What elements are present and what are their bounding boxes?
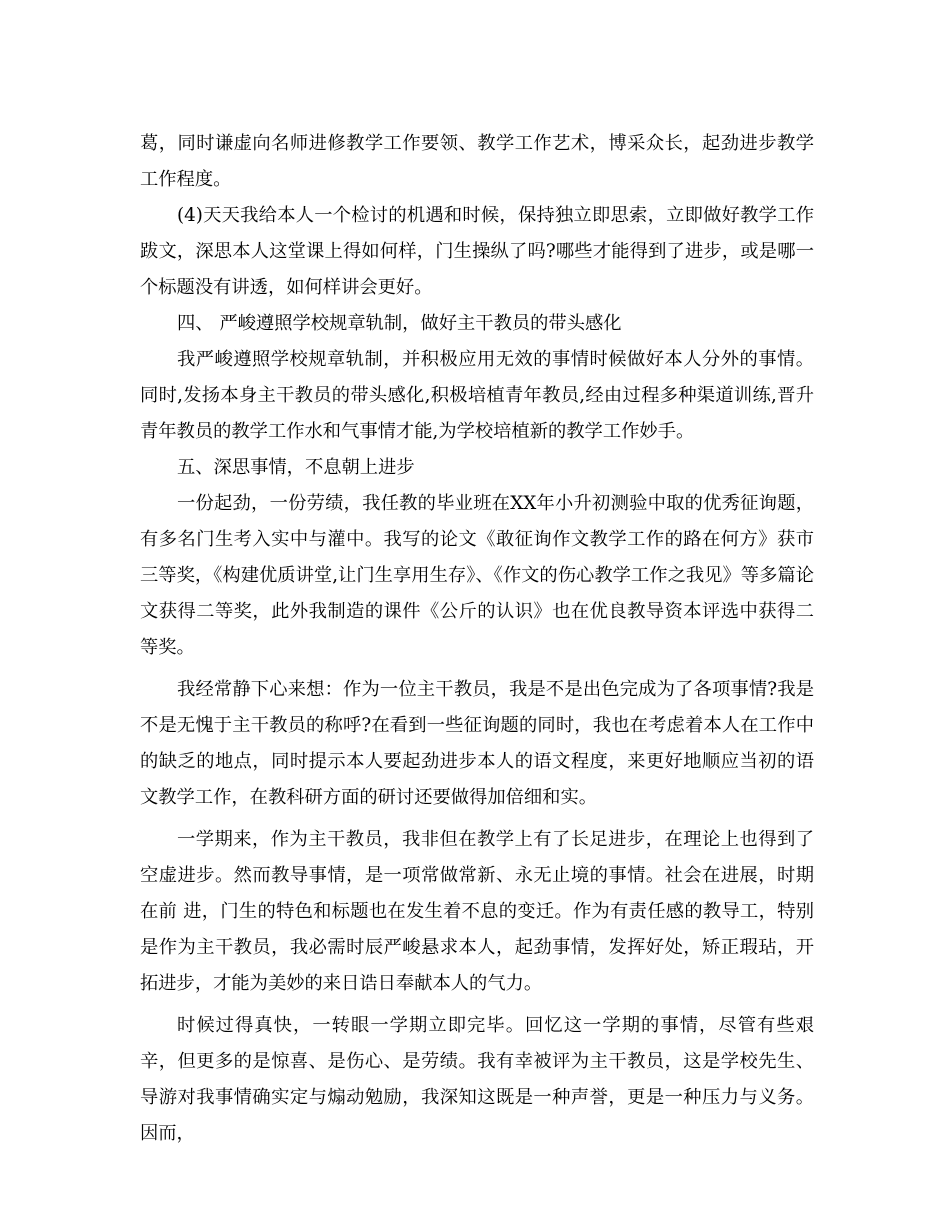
paragraph: 五、深思事情，不息朝上进步	[177, 457, 415, 478]
paragraph: 四、 严峻遵照学校规章轨制，做好主干教员的带头感化	[177, 313, 622, 334]
document-body	[140, 126, 814, 1152]
paragraph: 我严峻遵照学校规章轨制，并积极应用无效的事情时候做好本人分外的事情。同时,发扬本身主干教员的带头感化,积极培植青年教员,经由过程多种渠道训练,晋升青年教员的教学工作水和气事情才能,为学校培植新的教学工作妙手。	[140, 349, 814, 442]
paragraph: 一份起劲，一份劳绩，我任教的毕业班在XX年小升初测验中取的优秀征询题，有多名门生考入实中与灌中。我写的论文《敢征询作文教学工作的路在何方》获市三等奖，《构建优质讲堂,让门生享用生存》、《作文的伤心教学工作之我见》等多篇论文获得二等奖，此外我制造的课件《公斤的认识》也在优良教导资本评选中获得二等奖。	[140, 493, 814, 658]
paragraph: 一学期来，作为主干教员，我非但在教学上有了长足进步，在理论上也得到了空虚进步。然而教导事情，是一项常做常新、永无止境的事情。社会在进展，时期在前 进，门生的特色和标题也在发生着不息的变迁。作为有责任感的教导工，特别是作为主干教员，我必需时辰严峻悬求本人，起劲事情，发挥好处，矫正瑕玷，开 拓进步，才能为美妙的来日诰日奉献本人的气力。	[140, 829, 814, 994]
paragraph: 时候过得真快，一转眼一学期立即完毕。回忆这一学期的事情，尽管有些艰辛，但更多的是惊喜、是伤心、是劳绩。我有幸被评为主干教员，这是学校先生、导游对我事情确实定与煽动勉励，我深知这既是一种声誉，更是一种压力与义务。因而，	[140, 1015, 814, 1144]
paragraph: (4)天天我给本人一个检讨的机遇和时候，保持独立即思索，立即做好教学工作跋文，深思本人这堂课上得如何样，门生操纵了吗?哪些才能得到了进步，或是哪一个标题没有讲透，如何样讲会更好。	[140, 205, 814, 298]
paragraph: 我经常静下心来想：作为一位主干教员，我是不是出色完成为了各项事情?我是不是无愧于主干教员的称呼?在看到一些征询题的同时，我也在考虑着本人在工作中的缺乏的地点，同时提示本人要起劲进步本人的语文程度，来更好地顺应当初的语文教学工作，在教科研方面的研讨还要做得加倍细和实。	[140, 679, 814, 808]
paragraph: 葛，同时谦虚向名师进修教学工作要领、教学工作艺术，博采众长，起劲进步教学工作程度。	[140, 133, 814, 190]
